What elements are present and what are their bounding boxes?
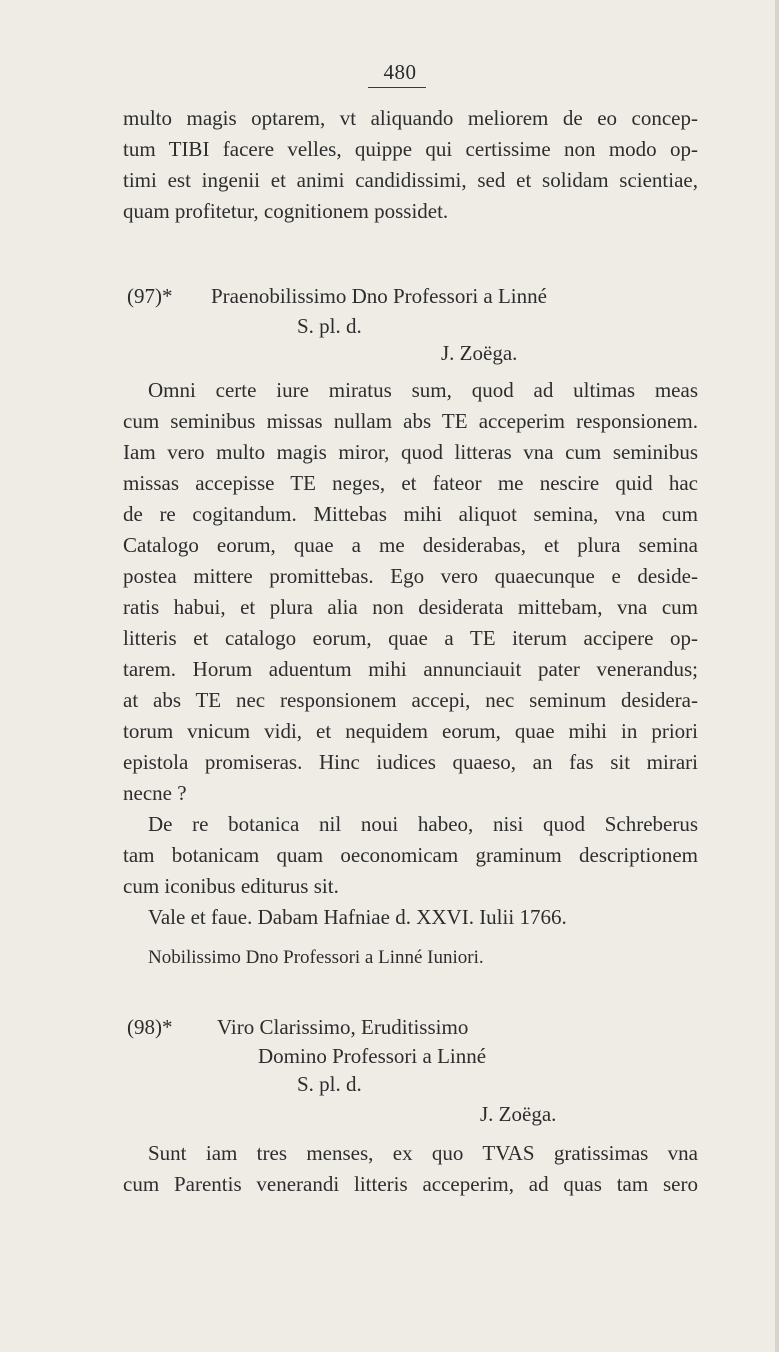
text-line: Catalogo eorum, quae a me desiderabas, et plura semina xyxy=(123,533,698,557)
letter-addressee: Domino Professori a Linné xyxy=(258,1044,487,1068)
text-line: de re cogitandum. Mittebas mihi aliquot semina, vna cum xyxy=(123,502,698,526)
page-number-underline xyxy=(368,87,426,88)
text-line: tum TIBI facere velles, quippe qui certissime non modo op- xyxy=(123,137,698,161)
letter-number: (98)* xyxy=(127,1015,173,1039)
text-line: Omni certe iure miratus sum, quod ad ultimas meas xyxy=(148,378,698,402)
text-line: cum Parentis venerandi litteris acceperim, ad quas tam sero xyxy=(123,1172,698,1196)
text-line: necne ? xyxy=(123,781,187,805)
text-line: quam profitetur, cognitionem possidet. xyxy=(123,199,449,223)
text-line: tarem. Horum aduentum mihi annunciauit pater venerandus; xyxy=(123,657,698,681)
letter-greeting: S. pl. d. xyxy=(297,1072,362,1096)
text-line: Iam vero multo magis miror, quod litteras vna cum seminibus xyxy=(123,440,698,464)
text-line: timi est ingenii et animi candidissimi, sed et solidam scientiae, xyxy=(123,168,698,192)
text-line: missas accepisse TE neges, et fateor me nescire quid hac xyxy=(123,471,698,495)
letter-outer-address: Nobilissimo Dno Professori a Linné Iuniori. xyxy=(148,947,484,968)
text-line: postea mittere promittebas. Ego vero quaecunque e deside- xyxy=(123,564,698,588)
text-line: cum iconibus editurus sit. xyxy=(123,874,339,898)
text-line: epistola promiseras. Hinc iudices quaeso, an fas sit mirari xyxy=(123,750,698,774)
text-line: ratis habui, et plura alia non desiderata mittebam, vna cum xyxy=(123,595,698,619)
letter-sender: J. Zoëga. xyxy=(480,1102,557,1126)
letter-number: (97)* xyxy=(127,284,173,308)
text-line: litteris et catalogo eorum, quae a TE iterum accipere op- xyxy=(123,626,698,650)
text-line: multo magis optarem, vt aliquando meliorem de eo concep- xyxy=(123,106,698,130)
letter-addressee: Viro Clarissimo, Eruditissimo xyxy=(217,1015,469,1039)
text-line: tam botanicam quam oeconomicam graminum descriptionem xyxy=(123,843,698,867)
page-number: 480 xyxy=(383,60,417,84)
page-edge-shadow xyxy=(775,0,779,1352)
text-line: at abs TE nec responsionem accepi, nec seminum desidera- xyxy=(123,688,698,712)
letter-greeting: S. pl. d. xyxy=(297,314,362,338)
letter-addressee: Praenobilissimo Dno Professori a Linné xyxy=(211,284,547,308)
text-line: torum vnicum vidi, et nequidem eorum, quae mihi in priori xyxy=(123,719,698,743)
text-line: cum seminibus missas nullam abs TE acceperim responsionem. xyxy=(123,409,698,433)
text-line: De re botanica nil noui habeo, nisi quod Schreberus xyxy=(148,812,698,836)
text-line: Sunt iam tres menses, ex quo TVAS gratissimas vna xyxy=(148,1141,698,1165)
letter-closing: Vale et faue. Dabam Hafniae d. XXVI. Iulii 1766. xyxy=(148,905,567,929)
letter-sender: J. Zoëga. xyxy=(441,341,518,365)
